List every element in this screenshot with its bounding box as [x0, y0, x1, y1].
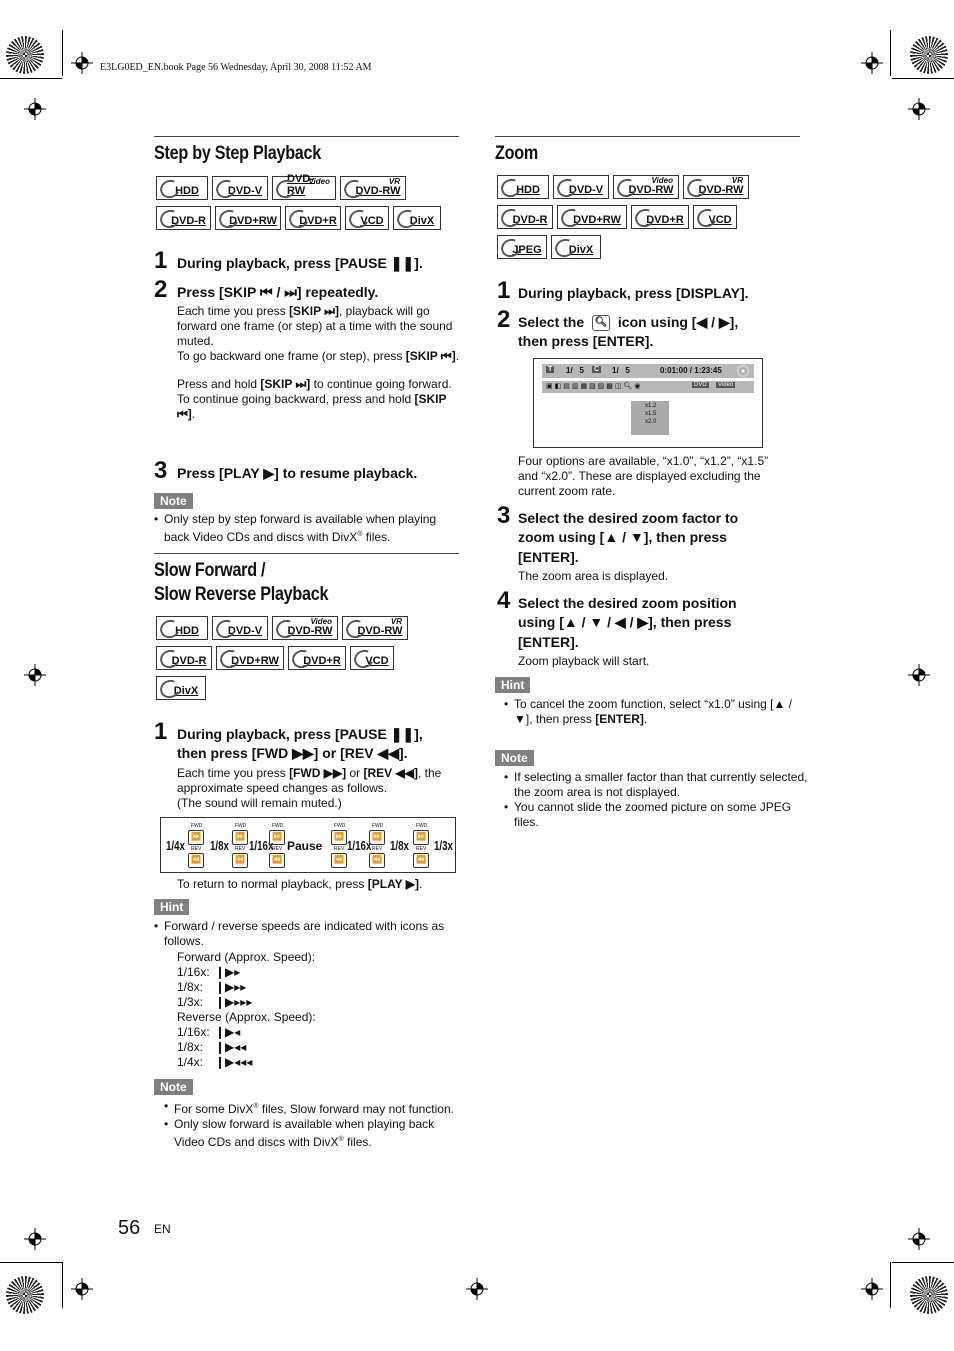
fwd-button-icon: ⏩	[413, 830, 429, 845]
dvd-r-badge: DVD-R	[497, 205, 553, 229]
rev-label: REV	[334, 846, 345, 852]
hdd-badge: HDD	[156, 176, 208, 200]
hint-item: • Forward / reverse speeds are indicated with icons as follows.	[164, 919, 464, 949]
zoom-step4-body: Zoom playback will start.	[518, 654, 650, 668]
step-number-3: 3	[497, 502, 511, 529]
step-number-1: 1	[154, 247, 168, 274]
dvd-rw-video-badge: Video DVD-RW	[272, 176, 336, 200]
crop-mark	[892, 78, 954, 79]
fwd-button-icon: ⏩	[269, 830, 285, 845]
chapter-icon: C	[594, 366, 600, 373]
note-list	[164, 1099, 464, 1150]
title-icon: T	[548, 366, 553, 373]
fwd-label: FWD	[272, 823, 284, 829]
hint-item: • To cancel the zoom function, select “x1.0” using [▲ / ▼], then press [ENTER].	[514, 697, 804, 727]
note-label: Note	[154, 1079, 193, 1095]
speed-rev-1-4: 1/4x	[166, 838, 185, 853]
crop-mark	[0, 78, 62, 79]
note-item: • For some DivX® files, Slow forward may not function.	[174, 1099, 464, 1117]
registration-target	[466, 1278, 488, 1300]
zoom-step4-line2: using [▲ / ▼ / ◀ / ▶], then press	[518, 614, 732, 630]
hdd-badge: HDD	[497, 175, 549, 199]
step-number-1: 1	[497, 277, 511, 304]
dvd-v-badge: DVD-V	[212, 616, 268, 640]
rev-button-icon: ⏪	[232, 853, 248, 868]
zoom-step2-text-2: then press [ENTER].	[518, 333, 654, 349]
slow-step1-body: Each time you press [FWD ▶▶] or [REV ◀◀], the approximate speed changes as follows. (The sound will remain muted.)	[177, 766, 442, 810]
rev-button-icon: ⏪	[188, 853, 204, 868]
crop-mark	[62, 1262, 63, 1308]
zoom-options-text: Four options are available, “x1.0”, “x1.2”, “x1.5” and “x2.0”. These are displayed excluding the current zoom rate.	[518, 454, 769, 498]
zoom-step2-text: Select the 🔍︎ icon using [◀ / ▶],	[518, 314, 739, 330]
dvd-v-badge: DVD-V	[212, 176, 268, 200]
video-tag: Video	[718, 382, 734, 388]
dvd-tag: DVD	[694, 382, 707, 388]
crop-mark	[892, 1262, 954, 1263]
rev-label: REV	[416, 846, 427, 852]
dvd-plus-r-badge: DVD+R	[288, 646, 346, 670]
hint-list	[154, 919, 464, 949]
fwd-label: FWD	[372, 823, 384, 829]
slow-title-line2: Slow Reverse Playback	[154, 584, 329, 605]
dvd-plus-r-badge: DVD+R	[631, 205, 689, 229]
rev-button-icon: ⏪	[413, 853, 429, 868]
registration-target	[908, 98, 930, 120]
note-list	[504, 770, 814, 830]
registration-target	[71, 52, 93, 74]
speed-fwd-1-8: 1/8x	[390, 838, 409, 853]
note-list	[154, 512, 464, 545]
fwd-label: FWD	[191, 823, 203, 829]
dvd-r-badge: DVD-R	[156, 206, 211, 230]
step-number-1: 1	[154, 718, 168, 745]
zoom-option[interactable]: x1.2	[645, 403, 657, 409]
note-label: Note	[154, 493, 193, 509]
vcd-badge: VCD	[350, 646, 394, 670]
registration-target	[24, 664, 46, 686]
crop-mark	[62, 30, 63, 76]
rev-button-icon: ⏪	[369, 853, 385, 868]
section-rule	[154, 553, 459, 554]
slow-title-line1: Slow Forward /	[154, 560, 266, 581]
crop-mark	[890, 1262, 891, 1308]
language-code: EN	[154, 1222, 171, 1236]
dvd-plus-rw-badge: DVD+RW	[215, 206, 281, 230]
vcd-badge: VCD	[693, 205, 737, 229]
fwd-button-icon: ⏩	[331, 830, 347, 845]
speed-rev-1-8: 1/8x	[210, 838, 229, 853]
step-number-2: 2	[497, 306, 511, 333]
fwd-label: FWD	[416, 823, 428, 829]
hdd-badge: HDD	[156, 616, 208, 640]
step2-text: Press [SKIP ⏮ / ⏭] repeatedly.	[177, 284, 379, 300]
step-by-step-title: Step by Step Playback	[154, 143, 321, 164]
slow-step1-line1: During playback, press [PAUSE ❚❚],	[177, 726, 423, 742]
osd-icon-bar	[542, 381, 754, 393]
registration-target	[861, 52, 883, 74]
registration-disc	[910, 36, 948, 74]
note-item: • You cannot slide the zoomed picture on some JPEG files.	[514, 800, 814, 830]
zoom-step4-line3: [ENTER].	[518, 634, 579, 650]
disc-icon	[737, 365, 749, 377]
divx-badge: DivX	[551, 235, 601, 259]
time-display: 0:01:00 / 1:23:45	[660, 366, 722, 375]
speed-pause: Pause	[287, 839, 323, 853]
hint-list	[504, 697, 804, 727]
dvd-rw-vr-badge: VR DVD-RW	[340, 176, 406, 200]
registration-target	[71, 1278, 93, 1300]
disc-badges	[497, 175, 767, 265]
registration-disc	[910, 1276, 948, 1314]
book-header: E3LG0ED_EN.book Page 56 Wednesday, April 30, 2008 11:52 AM	[100, 62, 372, 73]
fwd-button-icon: ⏩	[369, 830, 385, 845]
rev-label: REV	[372, 846, 383, 852]
speed-diagram	[160, 817, 456, 873]
registration-disc	[6, 1276, 44, 1314]
dvd-rw-video-badge: Video DVD-RW	[613, 175, 679, 199]
zoom-option[interactable]: x1.5	[645, 411, 657, 417]
note-label: Note	[495, 750, 534, 766]
dvd-plus-rw-badge: DVD+RW	[216, 646, 284, 670]
registration-target	[908, 664, 930, 686]
registration-target	[24, 98, 46, 120]
osd-screen	[533, 358, 763, 448]
zoom-icon: 🔍︎	[592, 315, 610, 331]
crop-mark	[0, 1262, 62, 1263]
page-number: 56	[118, 1217, 141, 1239]
hint-label: Hint	[495, 677, 530, 693]
step-number-2: 2	[154, 276, 168, 303]
fwd-button-icon: ⏩	[188, 830, 204, 845]
zoom-title: Zoom	[495, 143, 538, 164]
disc-badges	[156, 173, 466, 236]
registration-target	[908, 1228, 930, 1250]
section-rule	[154, 136, 459, 137]
divx-badge: DivX	[156, 676, 206, 700]
chapter-counter: 1/ 5	[612, 366, 630, 375]
fwd-button-icon: ⏩	[232, 830, 248, 845]
speed-icon-table: Forward (Approx. Speed): 1/16x: ❙▶▸ 1/8x: ❙▶▸▸ 1/3x: ❙▶▸▸▸ Reverse (Approx. Speed): 1/16x: ❙▶◂ 1/8x: ❙▶◂◂ 1/4x: ❙▶◂◂◂	[177, 950, 316, 1069]
dvd-v-badge: DVD-V	[553, 175, 609, 199]
speed-fwd-1-16: 1/16x	[347, 838, 372, 853]
step2-body: Each time you press [SKIP ⏭], playback will go forward one frame (or step) at a time with the sound muted. To go backward one frame (or step), press [SKIP ⏮]. Press and hold [SKIP ⏭] to continue going forward. To continue going backward, press and hold [SKIP ⏮].	[177, 304, 460, 421]
divx-badge: DivX	[393, 206, 441, 230]
step-number-4: 4	[497, 587, 511, 614]
speed-fwd-1-3: 1/3x	[434, 838, 453, 853]
vcd-badge: VCD	[345, 206, 389, 230]
zoom-step3-line1: Select the desired zoom factor to	[518, 510, 739, 526]
step1-text: During playback, press [PAUSE ❚❚].	[177, 255, 423, 271]
disc-badges	[156, 616, 426, 706]
step-number-3: 3	[154, 457, 168, 484]
dvd-rw-vr-badge: VR DVD-RW	[683, 175, 749, 199]
dvd-r-badge: DVD-R	[156, 646, 212, 670]
fwd-label: FWD	[235, 823, 247, 829]
fwd-label: FWD	[334, 823, 346, 829]
dvd-plus-r-badge: DVD+R	[285, 206, 341, 230]
registration-disc	[6, 36, 44, 74]
zoom-options-menu	[631, 401, 669, 435]
zoom-step4-line1: Select the desired zoom position	[518, 595, 737, 611]
title-counter: 1/ 5	[566, 366, 584, 375]
jpeg-badge: JPEG	[497, 235, 547, 259]
note-item: • If selecting a smaller factor than that currently selected, the zoom area is not displayed.	[514, 770, 814, 800]
dvd-rw-vr-badge: VR DVD-RW	[342, 616, 408, 640]
speed-rev-1-16: 1/16x	[249, 838, 274, 853]
note-item: • Only step by step forward is available when playing back Video CDs and discs with DivX® files.	[164, 512, 464, 545]
zoom-option[interactable]: x2.0	[645, 419, 657, 425]
zoom-step1-text: During playback, press [DISPLAY].	[518, 285, 749, 301]
zoom-step3-body: The zoom area is displayed.	[518, 569, 669, 583]
return-normal-text: To return to normal playback, press [PLAY ▶].	[177, 877, 423, 891]
rev-label: REV	[191, 846, 202, 852]
note-item: • Only slow forward is available when playing back Video CDs and discs with DivX® files.	[174, 1117, 464, 1150]
registration-target	[861, 1278, 883, 1300]
osd-function-icons: ▣◧▤▥▦▧▨▩◫🔍︎◉	[546, 383, 643, 390]
registration-target	[24, 1228, 46, 1250]
section-rule	[495, 136, 800, 137]
rev-label: REV	[272, 846, 283, 852]
hint-label: Hint	[154, 899, 189, 915]
step3-text: Press [PLAY ▶] to resume playback.	[177, 465, 418, 481]
rev-label: REV	[235, 846, 246, 852]
rev-button-icon: ⏪	[269, 853, 285, 868]
zoom-step3-line2: zoom using [▲ / ▼], then press	[518, 529, 727, 545]
crop-mark	[890, 30, 891, 76]
dvd-plus-rw-badge: DVD+RW	[557, 205, 627, 229]
slow-step1-line2: then press [FWD ▶▶] or [REV ◀◀].	[177, 745, 408, 761]
dvd-rw-video-badge: Video DVD-RW	[272, 616, 338, 640]
osd-info-bar	[542, 364, 754, 378]
zoom-step3-line3: [ENTER].	[518, 549, 579, 565]
rev-button-icon: ⏪	[331, 853, 347, 868]
